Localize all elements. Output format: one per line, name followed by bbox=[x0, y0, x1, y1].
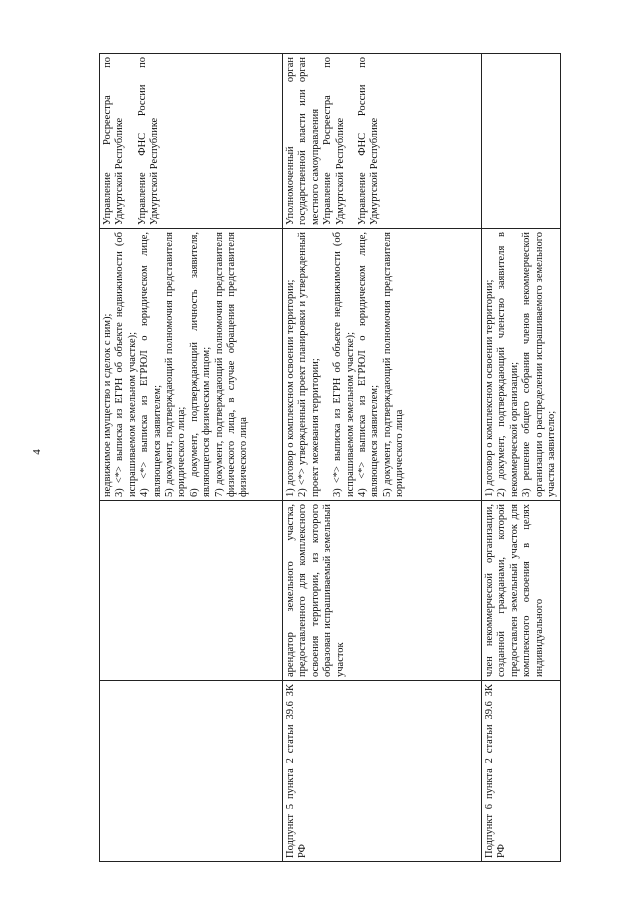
document-item: 7) документ, подтверждающий полномочия представителя физического лица, в случае обращения представителя физического лица bbox=[213, 232, 250, 497]
document-item: 2) <*> утвержденный проект планировки и утвержденный проект межевания территории; bbox=[297, 232, 321, 497]
basis-cell: Подпункт 5 пункта 2 статьи 39.6 ЗК РФ bbox=[283, 681, 482, 862]
rotated-table-wrapper bbox=[99, 54, 558, 862]
document-item: 6) документ, подтверждающий личность заявителя, являющегося физическим лицом; bbox=[188, 232, 213, 497]
applicant-cell: член некоммерческой организации, созданной гражданами, которой предоставлен земельный участок для комплексного освоения в целях индивидуального bbox=[482, 501, 561, 681]
document-item: 4) <*> выписка из ЕГРЮЛ о юридическом лице, являющемся заявителем; bbox=[139, 232, 163, 497]
document-item: 4) <*> выписка из ЕГРЮЛ о юридическом лице, являющемся заявителем; bbox=[357, 232, 381, 497]
table-row bbox=[482, 54, 561, 862]
document-item: 1) договор о комплексном освоении территории; bbox=[285, 279, 296, 497]
document-item: 3) <*> выписка из ЕГРН об объекте недвижимости (об испрашиваемом земельном участке); bbox=[332, 232, 356, 497]
documents-cell bbox=[100, 229, 283, 501]
document-item: 3) <*> выписка из ЕГРН об объекте недвижимости (об испрашиваемом земельном участке); bbox=[114, 232, 138, 497]
applicant-cell bbox=[100, 501, 283, 681]
authority-item: Управление ФНС России по Удмуртской Республике bbox=[357, 57, 381, 225]
authority-item: Управление Росреестра по Удмуртской Республике bbox=[102, 57, 126, 225]
authority-item: Управление Росреестра по Удмуртской Республике bbox=[322, 57, 346, 225]
document-item: 2) документ, подтверждающий членство заявителя в некоммерческой организации; bbox=[496, 232, 520, 497]
documents-cell bbox=[283, 229, 482, 501]
document-item: 3) решение общего собрания членов некоммерческой организации о распределении испрашиваемого земельного участка заявителю; bbox=[521, 232, 558, 497]
authority-cell bbox=[482, 54, 561, 229]
authority-cell bbox=[283, 54, 482, 229]
table-row bbox=[283, 54, 482, 862]
table-row bbox=[100, 54, 283, 862]
document-item: 1) договор о комплексном освоении территории; bbox=[484, 279, 495, 497]
authority-item: Управление ФНС России по Удмуртской Республике bbox=[136, 57, 161, 225]
documents-cell bbox=[482, 229, 561, 501]
documents-table bbox=[99, 53, 561, 862]
page-number: 4 bbox=[30, 449, 43, 455]
document-item: 5) документ, подтверждающий полномочия представителя юридического лица bbox=[381, 232, 406, 497]
authority-item: Уполномоченный орган государственной власти или орган местного самоуправления bbox=[285, 57, 321, 225]
document-item: недвижимое имущество и сделок с ним); bbox=[102, 313, 113, 497]
basis-cell: Подпункт 6 пункта 2 статьи 39.6 ЗК РФ bbox=[482, 681, 561, 862]
applicant-cell: арендатор земельного участка, предоставленного для комплексного освоения территории, из которого образован испрашиваемый земельный участок bbox=[283, 501, 482, 681]
authority-cell bbox=[100, 54, 283, 229]
document-item: 5) документ, подтверждающий полномочия представителя юридического лица; bbox=[164, 232, 188, 497]
basis-cell bbox=[100, 681, 283, 862]
